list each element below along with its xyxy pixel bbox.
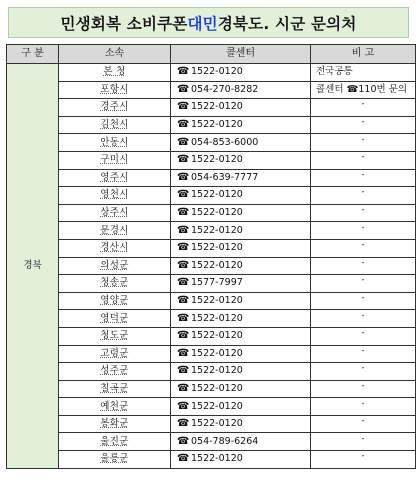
bigo-cell: ″: [311, 222, 416, 240]
phone-icon: ☎: [177, 418, 190, 430]
bigo-cell: ″: [311, 275, 416, 293]
sosok-cell: [59, 292, 171, 310]
bigo-cell: ″: [311, 415, 416, 433]
sosok-label: 구미시: [100, 154, 129, 166]
callcenter-cell: [171, 116, 311, 134]
phone-number: 054-270-8282: [191, 83, 259, 95]
table-row: [7, 116, 416, 134]
bigo-cell: ″: [311, 204, 416, 222]
sosok-cell: [59, 275, 171, 293]
phone-number: 1522-0120: [191, 224, 243, 236]
phone-number: 054-639-7777: [191, 171, 259, 183]
bigo-cell: ″: [311, 239, 416, 257]
table-row: [7, 345, 416, 363]
sosok-label: 의성군: [100, 259, 129, 271]
phone-icon: ☎: [177, 453, 190, 465]
sosok-label: 문경시: [100, 224, 129, 236]
phone-number: 1522-0120: [191, 66, 243, 78]
bigo-cell: ″: [311, 327, 416, 345]
sosok-cell: [59, 345, 171, 363]
phone-icon: ☎: [177, 119, 190, 131]
sosok-label: 칠곡군: [100, 382, 129, 394]
bigo-cell: ″: [311, 310, 416, 328]
table-row: [7, 275, 416, 293]
bigo-cell: ″: [311, 187, 416, 205]
callcenter-cell: [171, 398, 311, 416]
table-row: [7, 187, 416, 205]
sosok-cell: [59, 204, 171, 222]
sosok-cell: [59, 310, 171, 328]
callcenter-cell: [171, 239, 311, 257]
callcenter-cell: [171, 134, 311, 152]
callcenter-cell: [171, 451, 311, 469]
sosok-cell: [59, 116, 171, 134]
bigo-cell: ″: [311, 169, 416, 187]
phone-icon: ☎: [177, 365, 190, 377]
header-sosok: 소속: [59, 45, 171, 64]
phone-number: 054-789-6264: [191, 435, 259, 447]
phone-number: 1522-0120: [191, 347, 243, 359]
bigo-cell: ″: [311, 345, 416, 363]
region-cell: 경북: [7, 64, 59, 469]
phone-number: 1522-0120: [191, 295, 243, 307]
sosok-cell: [59, 151, 171, 169]
sosok-label: 영천시: [100, 189, 129, 201]
phone-number: 1522-0120: [191, 154, 243, 166]
phone-icon: ☎: [177, 277, 190, 289]
bigo-cell: ″: [311, 451, 416, 469]
table-header-row: [7, 45, 416, 64]
sosok-label: 봉화군: [100, 418, 129, 430]
table-row: [7, 363, 416, 381]
table-row: [7, 64, 416, 82]
callcenter-cell: [171, 363, 311, 381]
table-row: [7, 151, 416, 169]
phone-icon: ☎: [177, 66, 190, 78]
callcenter-cell: [171, 380, 311, 398]
sosok-cell: [59, 99, 171, 117]
bigo-cell: ″: [311, 99, 416, 117]
sosok-label: 안동시: [100, 136, 129, 148]
contact-table: [6, 44, 416, 469]
sosok-label: 성주군: [100, 365, 129, 377]
sosok-label: 영양군: [100, 295, 129, 307]
callcenter-cell: [171, 415, 311, 433]
table-row: [7, 134, 416, 152]
phone-icon: ☎: [177, 101, 190, 113]
sosok-label: 영주시: [100, 171, 129, 183]
title-text-highlight: 대민: [187, 14, 218, 33]
callcenter-cell: [171, 81, 311, 99]
sosok-label: 본 청: [103, 66, 126, 78]
bigo-cell: ″: [311, 380, 416, 398]
table-row: [7, 433, 416, 451]
phone-number: 1522-0120: [191, 453, 243, 465]
phone-icon: ☎: [177, 382, 190, 394]
phone-icon: ☎: [177, 312, 190, 324]
phone-number: 1522-0120: [191, 400, 243, 412]
callcenter-cell: [171, 433, 311, 451]
sosok-label: 경주시: [100, 101, 129, 113]
phone-icon: ☎: [177, 259, 190, 271]
page-title: [8, 7, 409, 38]
bigo-cell: ″: [311, 398, 416, 416]
sosok-label: 울진군: [100, 435, 129, 447]
table-row: [7, 310, 416, 328]
table-row: [7, 451, 416, 469]
sosok-label: 고령군: [100, 347, 129, 359]
phone-number: 1522-0120: [191, 418, 243, 430]
sosok-label: 경산시: [100, 242, 129, 254]
phone-icon: ☎: [177, 136, 190, 148]
sosok-cell: [59, 169, 171, 187]
sosok-label: 김천시: [100, 119, 129, 131]
table-row: [7, 292, 416, 310]
table-row: [7, 398, 416, 416]
table-body: [7, 64, 416, 469]
title-text-after: 경북도. 시군 문의처: [217, 14, 357, 33]
bigo-cell: ″: [311, 292, 416, 310]
sosok-label: 청도군: [100, 330, 129, 342]
sosok-label: 울릉군: [100, 453, 129, 465]
phone-icon: ☎: [177, 400, 190, 412]
phone-number: 1577-7997: [191, 277, 243, 289]
table-row: [7, 257, 416, 275]
phone-number: 1522-0120: [191, 207, 243, 219]
callcenter-cell: [171, 99, 311, 117]
phone-icon: ☎: [177, 83, 190, 95]
sosok-cell: [59, 380, 171, 398]
sosok-label: 예천군: [100, 400, 129, 412]
bigo-cell: 전국공통: [311, 64, 416, 82]
table-row: [7, 327, 416, 345]
bigo-cell: ″: [311, 257, 416, 275]
table-row: [7, 169, 416, 187]
callcenter-cell: [171, 169, 311, 187]
sosok-cell: [59, 415, 171, 433]
bigo-cell: ″: [311, 363, 416, 381]
header-gubun: 구 분: [7, 45, 59, 64]
phone-number: 1522-0120: [191, 365, 243, 377]
callcenter-cell: [171, 64, 311, 82]
sosok-cell: [59, 187, 171, 205]
header-bigo: 비 고: [311, 45, 416, 64]
table-row: [7, 380, 416, 398]
table-row: [7, 204, 416, 222]
sosok-cell: [59, 451, 171, 469]
sosok-label: 상주시: [100, 207, 129, 219]
phone-number: 1522-0120: [191, 382, 243, 394]
sosok-cell: [59, 64, 171, 82]
phone-number: 1522-0120: [191, 242, 243, 254]
phone-icon: ☎: [177, 207, 190, 219]
phone-icon: ☎: [177, 189, 190, 201]
phone-icon: ☎: [177, 224, 190, 236]
phone-icon: ☎: [177, 242, 190, 254]
phone-icon: ☎: [177, 330, 190, 342]
phone-icon: ☎: [177, 154, 190, 166]
sosok-cell: [59, 398, 171, 416]
phone-number: 1522-0120: [191, 330, 243, 342]
phone-number: 1522-0120: [191, 259, 243, 271]
bigo-cell: ″: [311, 116, 416, 134]
sosok-cell: [59, 134, 171, 152]
header-callcenter: 콜센터: [171, 45, 311, 64]
callcenter-cell: [171, 275, 311, 293]
callcenter-cell: [171, 310, 311, 328]
callcenter-cell: [171, 204, 311, 222]
sosok-label: 영덕군: [100, 312, 129, 324]
phone-icon: ☎: [177, 295, 190, 307]
table-row: [7, 239, 416, 257]
sosok-cell: [59, 363, 171, 381]
table-row: [7, 81, 416, 99]
table-row: [7, 222, 416, 240]
callcenter-cell: [171, 222, 311, 240]
bigo-cell: ″: [311, 134, 416, 152]
phone-icon: ☎: [177, 435, 190, 447]
phone-number: 054-853-6000: [191, 136, 259, 148]
callcenter-cell: [171, 257, 311, 275]
sosok-cell: [59, 239, 171, 257]
callcenter-cell: [171, 292, 311, 310]
bigo-cell: 콜센터 ☎110번 문의: [311, 81, 416, 99]
callcenter-cell: [171, 187, 311, 205]
sosok-label: 포항시: [100, 83, 129, 95]
sosok-cell: [59, 257, 171, 275]
phone-number: 1522-0120: [191, 101, 243, 113]
sosok-cell: [59, 433, 171, 451]
callcenter-cell: [171, 345, 311, 363]
table-row: [7, 99, 416, 117]
callcenter-cell: [171, 151, 311, 169]
phone-icon: ☎: [177, 171, 190, 183]
sosok-cell: [59, 327, 171, 345]
phone-number: 1522-0120: [191, 312, 243, 324]
phone-number: 1522-0120: [191, 119, 243, 131]
sosok-cell: [59, 81, 171, 99]
title-text-before: 민생회복 소비쿠폰: [60, 14, 188, 33]
table-row: [7, 415, 416, 433]
bigo-cell: ″: [311, 151, 416, 169]
sosok-label: 청송군: [100, 277, 129, 289]
phone-icon: ☎: [177, 347, 190, 359]
callcenter-cell: [171, 327, 311, 345]
sosok-cell: [59, 222, 171, 240]
bigo-cell: ″: [311, 433, 416, 451]
phone-number: 1522-0120: [191, 189, 243, 201]
